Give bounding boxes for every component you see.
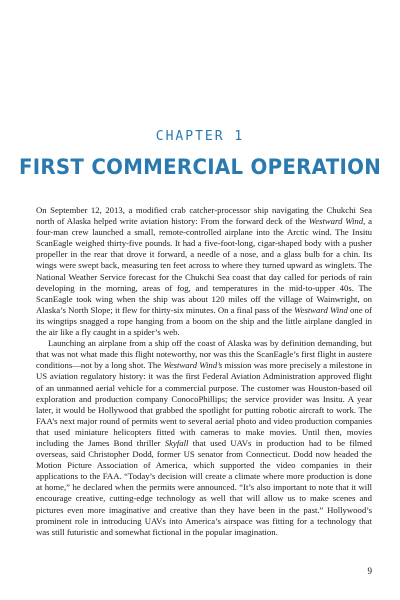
text-run: , a four-man crew launched a small, remote-controlled airplane into the Arctic wind. The Insitu ScanEagle weighed thirty-five pounds. It had a five-foot-long, cigar-shaped body with a pusher propeller in the rear that drove it forward, a needle of a nose, and a glass bulb for a chin. Its wings were swept back, measuring ten feet across to where they turned upward as winglets. The National Weather Service forecast for the Chukchi Sea coast that day called for periods of rain developing in the morning, areas of fog, and temperatures in the mid-to-upper 40s. The ScanEagle took wing when the ship was about 120 miles off the village of Wainwright, on Alaska’s North Slope; it flew for thirty-six minutes. On a final pass of the [36, 216, 372, 315]
page-number: 9 [367, 566, 372, 576]
chapter-label: CHAPTER 1 [155, 129, 245, 144]
text-run: Launching an airplane from a ship off the coast of Alaska was by definition demanding, but that was not what made this flight noteworthy, nor was this the ScanEagle’s first flight in austere conditions—not by a long shot. The [36, 338, 372, 371]
italic-run-ship-name: Westward Wind [294, 304, 348, 315]
italic-run-film-title: Skyfall [164, 437, 189, 448]
italic-run-ship-name: Westward Wind [308, 216, 364, 227]
paragraph-1 [36, 205, 372, 338]
chapter-title: FIRST COMMERCIAL OPERATION [18, 155, 382, 180]
text-run: that used UAVs in production had to be filmed overseas, said Christopher Dodd, former US senator from Connecticut. Dodd now headed the Motion Picture Association of America, which supported the video companies in their applications to the FAA. “Today’s decision will create a climate where more production is done at home,” he declared when the permits were announced. “It’s also important to note that it will encourage creative, cutting-edge technology as well that will allow us to make scenes and pictures even more imaginative and creative than they have been in the past.” Hollywood’s prominent role in introducing UAVs into America’s airspace was fitting for a technology that was still futuristic and somewhat fictional in the popular imagination. [36, 437, 372, 537]
italic-run-ship-name: Westward Wind’s [163, 360, 223, 371]
text-run: one of its wingtips snagged a rope hanging from a boom on the ship and the little airplane dangled in the air like a fly caught in a spider’s web. [36, 304, 372, 338]
paragraph-2 [36, 338, 372, 538]
body-text [36, 205, 372, 538]
text-run: mission was more precisely a milestone in US aviation regulatory history: it was the first Federal Aviation Administration approved flight of an unmanned aerial vehicle for a commercial purpose. The customer was Houston-based oil exploration and production company ConocoPhillips; the service provider was Insitu. A year later, it would be Hollywood that grabbed the spotlight for putting robotic aircraft to work. The FAA’s next major round of permits went to several aerial photo and video production companies that used miniature helicopters fitted with cameras to make movies. Until then, movies including the James Bond thriller [36, 360, 372, 448]
text-run: On September 12, 2013, a modified crab catcher-processor ship navigating the Chukchi Sea north of Alaska helped write aviation history: From the forward deck of the [36, 205, 372, 227]
